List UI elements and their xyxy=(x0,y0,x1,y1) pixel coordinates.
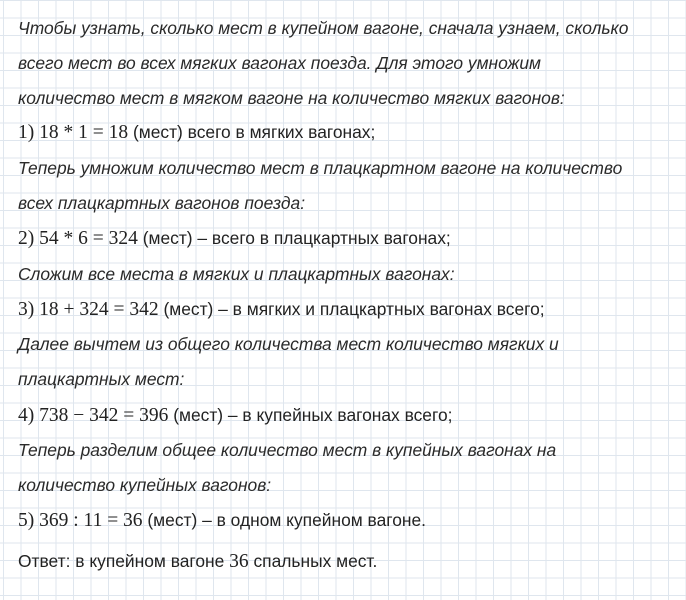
math-expression: 4) 738 − 342 = 396 xyxy=(18,405,169,426)
step-description: (мест) всего в мягких вагонах; xyxy=(128,122,376,142)
step-description: (мест) – в одном купейном вагоне. xyxy=(142,510,426,530)
text: Чтобы узнать, сколько мест в купейном вагоне, сначала узнаем, сколько xyxy=(18,18,629,38)
math-expression: 1) 18 * 1 = 18 xyxy=(18,122,129,143)
step-description: (мест) – всего в плацкартных вагонах; xyxy=(137,228,451,248)
answer-prefix: Ответ: в купейном вагоне xyxy=(18,551,230,571)
calculation-step-1 xyxy=(18,121,375,144)
text: Теперь разделим общее количество мест в купейных вагонах на xyxy=(18,440,557,460)
explanation-line xyxy=(18,52,541,74)
calculation-step-3 xyxy=(18,298,545,321)
text: количество мест в мягком вагоне на количество мягких вагонов: xyxy=(18,88,565,108)
text: всех плацкартных вагонов поезда: xyxy=(18,193,306,213)
text: Сложим все места в мягких и плацкартных вагонах: xyxy=(18,264,455,284)
explanation-line xyxy=(18,87,565,109)
explanation-line xyxy=(18,17,628,39)
answer-number: 36 xyxy=(229,551,249,572)
calculation-step-5 xyxy=(18,509,426,532)
explanation-line xyxy=(18,333,559,355)
answer-line xyxy=(18,550,377,573)
explanation-line xyxy=(18,192,305,214)
text: Теперь умножим количество мест в плацкартном вагоне на количество xyxy=(18,158,623,178)
explanation-line xyxy=(18,157,622,179)
math-expression: 2) 54 * 6 = 324 xyxy=(18,228,138,249)
text: Далее вычтем из общего количества мест количество мягких и xyxy=(18,334,559,354)
explanation-line xyxy=(18,439,556,461)
calculation-step-4 xyxy=(18,404,452,427)
explanation-line xyxy=(18,474,271,496)
math-expression: 5) 369 : 11 = 36 xyxy=(18,510,143,531)
answer-suffix: спальных мест. xyxy=(248,551,378,571)
step-description: (мест) – в мягких и плацкартных вагонах всего; xyxy=(158,299,545,319)
text: количество купейных вагонов: xyxy=(18,475,272,495)
text: всего мест во всех мягких вагонах поезда. Для этого умножим xyxy=(18,53,541,73)
step-description: (мест) – в купейных вагонах всего; xyxy=(168,405,453,425)
math-expression: 3) 18 + 324 = 342 xyxy=(18,299,159,320)
explanation-line xyxy=(18,263,455,285)
text: плацкартных мест: xyxy=(18,369,185,389)
calculation-step-2 xyxy=(18,227,451,250)
explanation-line xyxy=(18,368,184,390)
